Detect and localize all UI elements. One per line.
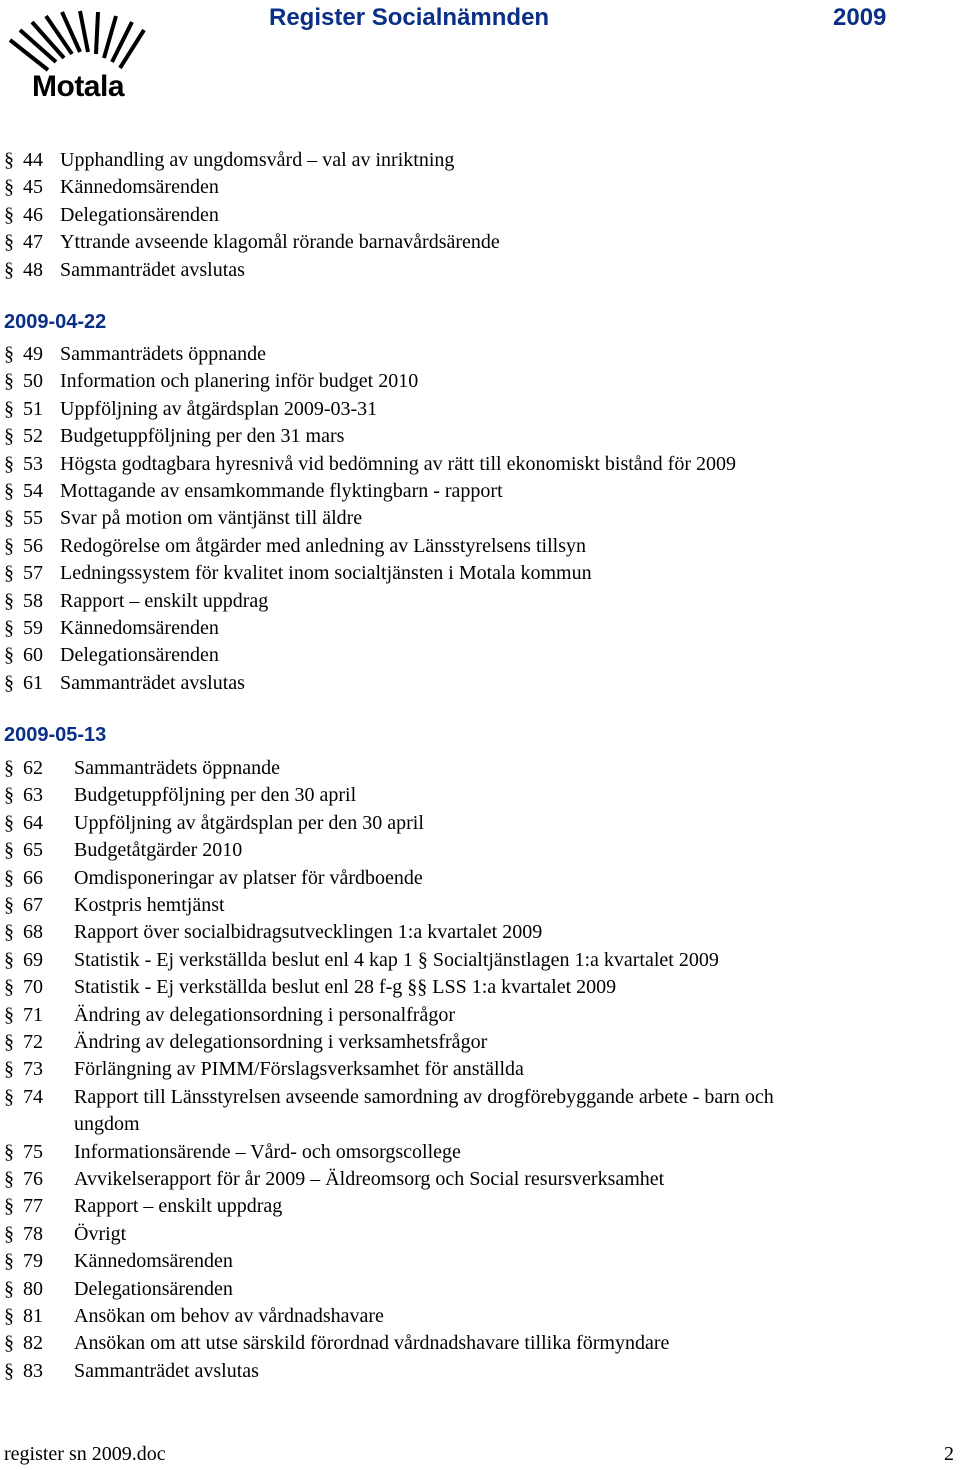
- footer-filename: register sn 2009.doc: [4, 1443, 166, 1465]
- item-number: 68: [23, 921, 43, 943]
- item-number: 71: [23, 1004, 43, 1026]
- section-symbol: §: [4, 1058, 14, 1080]
- register-item: [4, 1139, 461, 1166]
- section-symbol: §: [4, 480, 14, 502]
- section-symbol: §: [4, 176, 14, 198]
- item-title: Budgetuppföljning per den 31 mars: [60, 425, 345, 447]
- register-item: [4, 588, 268, 615]
- register-item: [4, 478, 503, 505]
- item-title: Ändring av delegationsordning i personalfrågor: [74, 1004, 456, 1026]
- item-title: Statistik - Ej verkställda beslut enl 4 kap 1 § Socialtjänstlagen 1:a kvartalet 2009: [74, 949, 719, 971]
- item-title: Svar på motion om väntjänst till äldre: [60, 507, 363, 529]
- register-item: [4, 642, 219, 669]
- item-title: Uppföljning av åtgärdsplan per den 30 april: [74, 812, 424, 834]
- section-symbol: §: [4, 617, 14, 639]
- item-number: 56: [23, 535, 43, 557]
- item-number: 44: [23, 149, 43, 171]
- item-title-continuation: ungdom: [74, 1113, 140, 1135]
- register-item: [4, 1330, 669, 1357]
- register-item: [4, 1056, 524, 1083]
- register-item: [4, 1084, 774, 1111]
- item-title: Sammanträdet avslutas: [74, 1360, 259, 1382]
- item-title: Kännedomsärenden: [74, 1250, 233, 1272]
- register-item: [4, 1166, 664, 1193]
- register-item: [4, 1358, 259, 1385]
- item-number: 79: [23, 1250, 43, 1272]
- register-item: [4, 782, 356, 809]
- register-item: [4, 1029, 487, 1056]
- section-symbol: §: [4, 590, 14, 612]
- register-item: [4, 947, 719, 974]
- section-symbol: §: [4, 535, 14, 557]
- section-symbol: §: [4, 1250, 14, 1272]
- item-title: Delegationsärenden: [60, 204, 219, 226]
- item-title: Sammanträdets öppnande: [74, 757, 281, 779]
- register-item: [4, 615, 219, 642]
- meeting-date-heading: 2009-04-22: [4, 311, 107, 333]
- section-symbol: §: [4, 1086, 14, 1108]
- item-number: 52: [23, 425, 43, 447]
- register-item: [4, 229, 500, 256]
- section-symbol: §: [4, 1360, 14, 1382]
- section-symbol: §: [4, 562, 14, 584]
- item-title: Rapport över socialbidragsutvecklingen 1:a kvartalet 2009: [74, 921, 543, 943]
- item-number: 67: [23, 894, 43, 916]
- register-item: [4, 423, 344, 450]
- register-item: [4, 1276, 233, 1303]
- register-item: [4, 451, 736, 478]
- item-title: Uppföljning av åtgärdsplan 2009-03-31: [60, 398, 378, 420]
- footer-page-number: 2: [944, 1443, 954, 1465]
- section-symbol: §: [4, 1305, 14, 1327]
- register-item: [4, 1221, 126, 1248]
- register-item: [4, 1193, 282, 1220]
- item-number: 48: [23, 259, 43, 281]
- item-title: Kännedomsärenden: [60, 617, 219, 639]
- section-symbol: §: [4, 894, 14, 916]
- register-item: [4, 892, 225, 919]
- item-title: Delegationsärenden: [60, 644, 219, 666]
- item-title: Yttrande avseende klagomål rörande barnavårdsärende: [60, 231, 500, 253]
- register-item: [4, 174, 219, 201]
- document-year: 2009: [833, 4, 887, 31]
- register-item: [4, 147, 454, 174]
- item-title: Redogörelse om åtgärder med anledning av Länsstyrelsens tillsyn: [60, 535, 586, 557]
- item-number: 72: [23, 1031, 43, 1053]
- item-number: 49: [23, 343, 43, 365]
- item-number: 81: [23, 1305, 43, 1327]
- item-title: Omdisponeringar av platser för vårdboende: [74, 867, 423, 889]
- section-symbol: §: [4, 867, 14, 889]
- register-item: [4, 919, 542, 946]
- item-number: 51: [23, 398, 43, 420]
- section-symbol: §: [4, 343, 14, 365]
- register-item: [4, 1303, 384, 1330]
- register-item: [4, 560, 592, 587]
- item-number: 45: [23, 176, 43, 198]
- item-title: Kostpris hemtjänst: [74, 894, 225, 916]
- item-number: 61: [23, 672, 43, 694]
- item-number: 47: [23, 231, 43, 253]
- meeting-date-heading: 2009-05-13: [4, 724, 107, 746]
- item-title: Sammanträdet avslutas: [60, 259, 245, 281]
- section-symbol: §: [4, 921, 14, 943]
- item-title: Sammanträdets öppnande: [60, 343, 267, 365]
- section-symbol: §: [4, 1168, 14, 1190]
- item-title: Delegationsärenden: [74, 1278, 233, 1300]
- item-number: 66: [23, 867, 43, 889]
- item-title: Statistik - Ej verkställda beslut enl 28 f-g §§ LSS 1:a kvartalet 2009: [74, 976, 617, 998]
- item-title: Sammanträdet avslutas: [60, 672, 245, 694]
- item-number: 54: [23, 480, 43, 502]
- section-symbol: §: [4, 976, 14, 998]
- item-number: 53: [23, 453, 43, 475]
- item-title: Mottagande av ensamkommande flyktingbarn - rapport: [60, 480, 503, 502]
- section-symbol: §: [4, 784, 14, 806]
- section-symbol: §: [4, 204, 14, 226]
- register-item: [4, 670, 245, 697]
- register-item: [4, 202, 219, 229]
- item-number: 55: [23, 507, 43, 529]
- item-number: 62: [23, 757, 43, 779]
- register-item: [4, 1002, 455, 1029]
- item-number: 65: [23, 839, 43, 861]
- register-item: [4, 533, 586, 560]
- section-symbol: §: [4, 370, 14, 392]
- register-item: [4, 755, 280, 782]
- item-number: 77: [23, 1195, 43, 1217]
- register-item: [4, 341, 266, 368]
- item-title: Ansökan om behov av vårdnadshavare: [74, 1305, 384, 1327]
- section-symbol: §: [4, 812, 14, 834]
- item-number: 63: [23, 784, 43, 806]
- register-item: [4, 396, 377, 423]
- item-title: Rapport till Länsstyrelsen avseende samordning av drogförebyggande arbete - barn och: [74, 1086, 774, 1108]
- item-number: 74: [23, 1086, 43, 1108]
- item-number: 82: [23, 1332, 43, 1354]
- section-symbol: §: [4, 1332, 14, 1354]
- item-title: Övrigt: [74, 1223, 127, 1245]
- section-symbol: §: [4, 839, 14, 861]
- document-title: Register Socialnämnden: [269, 4, 550, 31]
- item-number: 59: [23, 617, 43, 639]
- section-symbol: §: [4, 1195, 14, 1217]
- item-title: Avvikelserapport för år 2009 – Äldreomsorg och Social resursverksamhet: [74, 1168, 665, 1190]
- section-symbol: §: [4, 949, 14, 971]
- register-item-continuation: [4, 1111, 140, 1138]
- item-number: 76: [23, 1168, 43, 1190]
- item-number: 70: [23, 976, 43, 998]
- register-item: [4, 865, 423, 892]
- page-header: [0, 0, 960, 110]
- item-number: 50: [23, 370, 43, 392]
- item-number: 83: [23, 1360, 43, 1382]
- section-symbol: §: [4, 1223, 14, 1245]
- item-title: Upphandling av ungdomsvård – val av inriktning: [60, 149, 455, 171]
- item-title: Ansökan om att utse särskild förordnad vårdnadshavare tillika förmyndare: [74, 1332, 670, 1354]
- item-title: Information och planering inför budget 2010: [60, 370, 419, 392]
- section-symbol: §: [4, 398, 14, 420]
- item-number: 80: [23, 1278, 43, 1300]
- item-number: 58: [23, 590, 43, 612]
- item-title: Förlängning av PIMM/Förslagsverksamhet för anställda: [74, 1058, 524, 1080]
- item-title: Rapport – enskilt uppdrag: [74, 1195, 283, 1217]
- item-number: 60: [23, 644, 43, 666]
- section-symbol: §: [4, 757, 14, 779]
- item-number: 73: [23, 1058, 43, 1080]
- item-number: 69: [23, 949, 43, 971]
- item-title: Budgetåtgärder 2010: [74, 839, 243, 861]
- section-symbol: §: [4, 231, 14, 253]
- item-number: 64: [23, 812, 43, 834]
- item-title: Ändring av delegationsordning i verksamhetsfrågor: [74, 1031, 488, 1053]
- register-item: [4, 505, 362, 532]
- item-number: 57: [23, 562, 43, 584]
- section-symbol: §: [4, 259, 14, 281]
- section-symbol: §: [4, 453, 14, 475]
- item-title: Rapport – enskilt uppdrag: [60, 590, 269, 612]
- item-title: Ledningssystem för kvalitet inom socialtjänsten i Motala kommun: [60, 562, 592, 584]
- logo-wordmark: Motala: [32, 70, 125, 103]
- section-symbol: §: [4, 644, 14, 666]
- item-title: Informationsärende – Vård- och omsorgscollege: [74, 1141, 461, 1163]
- item-number: 46: [23, 204, 43, 226]
- section-symbol: §: [4, 149, 14, 171]
- register-item: [4, 368, 418, 395]
- item-title: Högsta godtagbara hyresnivå vid bedömning av rätt till ekonomiskt bistånd för 2009: [60, 453, 736, 475]
- section-symbol: §: [4, 1141, 14, 1163]
- register-item: [4, 1248, 233, 1275]
- item-number: 75: [23, 1141, 43, 1163]
- item-title: Budgetuppföljning per den 30 april: [74, 784, 357, 806]
- section-symbol: §: [4, 1031, 14, 1053]
- item-title: Kännedomsärenden: [60, 176, 219, 198]
- item-number: 78: [23, 1223, 43, 1245]
- section-symbol: §: [4, 1004, 14, 1026]
- register-item: [4, 257, 245, 284]
- section-symbol: §: [4, 1278, 14, 1300]
- register-item: [4, 810, 424, 837]
- section-symbol: §: [4, 425, 14, 447]
- section-symbol: §: [4, 507, 14, 529]
- register-item: [4, 974, 616, 1001]
- section-symbol: §: [4, 672, 14, 694]
- register-item: [4, 837, 242, 864]
